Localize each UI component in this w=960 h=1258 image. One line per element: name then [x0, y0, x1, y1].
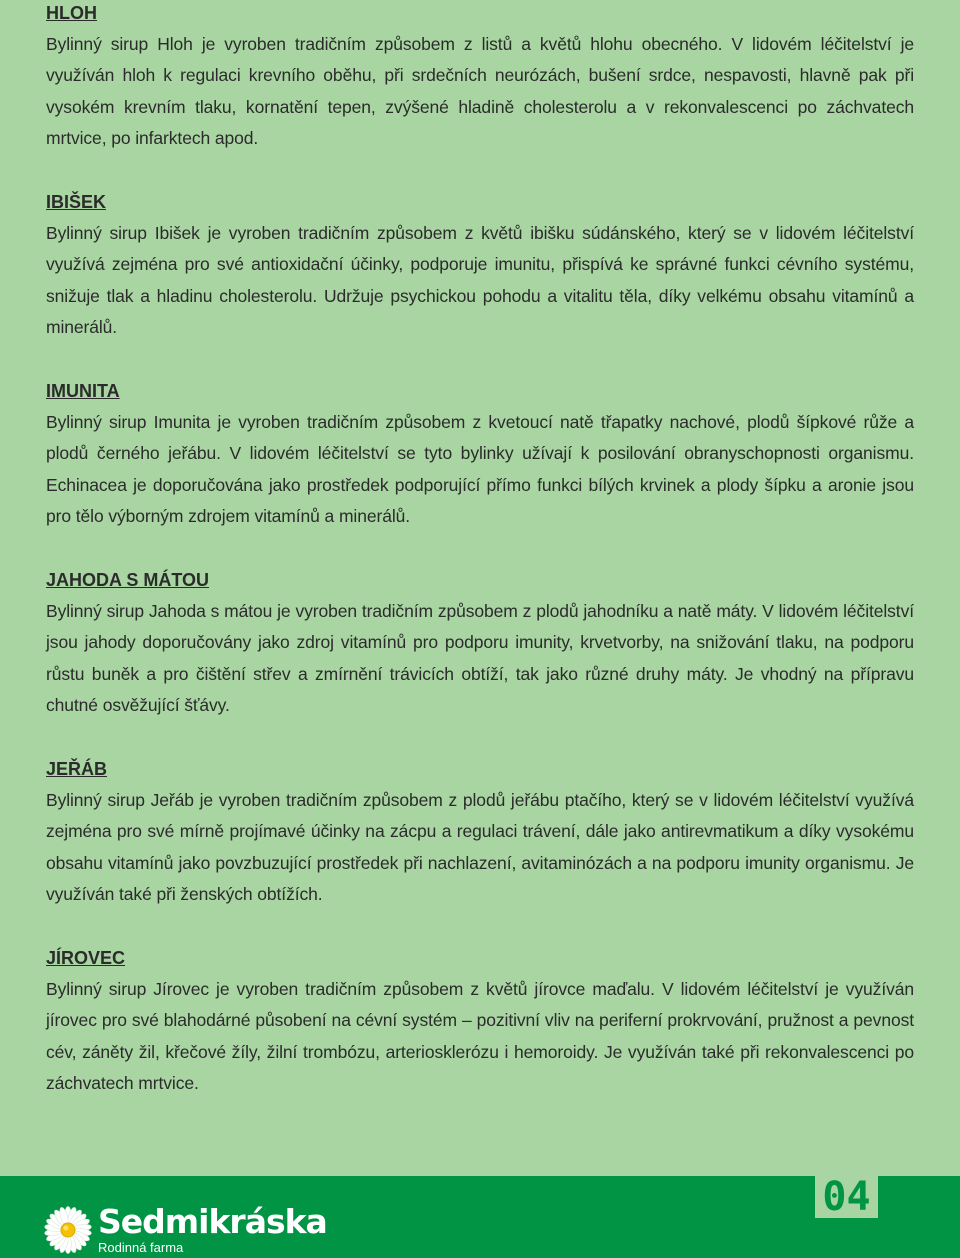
section-title: IMUNITA — [46, 381, 120, 401]
section-text: Bylinný sirup Imunita je vyroben tradičním způsobem z kvetoucí natě třapatky nachové, plodů šípkové růže a plodů černého jeřábu. V lidovém léčitelství se tyto bylinky užívají k posilování obranyschopnosti organismu. Echinacea je doporučována jako prostředek podporující přímo funkci bílých krvinek a plody šípku a aronie jsou pro tělo výborným zdrojem vitamínů a minerálů. — [46, 412, 914, 527]
section-imunita — [46, 378, 914, 533]
section-title: IBIŠEK — [46, 192, 107, 212]
page-number: 04 — [815, 1176, 878, 1218]
section-text: Bylinný sirup Hloh je vyroben tradičním způsobem z listů a květů hlohu obecného. V lidovém léčitelství je využíván hloh k regulaci krevního oběhu, při srdečních neurózách, bušení srdce, nespavosti, hlavně pak při vysokém krevním tlaku, kornatění tepen, zvýšené hladině cholesterolu a v rekonvalescenci po záchvatech mrtvice, po infarktech apod. — [46, 34, 914, 149]
section-text: Bylinný sirup Jahoda s mátou je vyroben tradičním způsobem z plodů jahodníku a natě máty. V lidovém léčitelství jsou jahody doporučovány jako zdroj vitamínů pro podporu imunity, krvetvorby, na snižování tlaku, na podporu růstu buněk a pro čištění střev a zmírnění trávicích obtíží, tak jako různé druhy máty. Je vhodný na přípravu chutné osvěžující šťávy. — [46, 601, 914, 716]
section-text: Bylinný sirup Jírovec je vyroben tradičním způsobem z květů jírovce maďalu. V lidovém léčitelství je využíván jírovec pro své blahodárné působení na cévní systém – pozitivní vliv na periferní prokrvování, pružnost a pevnost cév, záněty žil, křečové žíly, žilní trombózu, arteriosklerózu i hemoroidy. Je využíván také při rekonvalescenci po záchvatech mrtvice. — [46, 979, 914, 1094]
section-title: JÍROVEC — [46, 948, 126, 968]
section-title: JAHODA S MÁTOU — [46, 570, 210, 590]
section-jirovec — [46, 945, 914, 1100]
section-title: JEŘÁB — [46, 759, 108, 779]
section-jerab — [46, 756, 914, 911]
section-text: Bylinný sirup Ibišek je vyroben tradičním způsobem z květů ibišku súdánského, který se v lidovém léčitelství využívá zejména pro své antioxidační účinky, podporuje imunitu, přispívá ke správné funkci cévního systému, snižuje tlak a hladinu cholesterolu. Udržuje psychickou pohodu a vitalitu těla, díky velkému obsahu vitamínů a minerálů. — [46, 223, 914, 338]
section-jahoda-s-matou — [46, 567, 914, 722]
daisy-icon — [44, 1206, 92, 1254]
brand-tagline: Rodinná farma — [98, 1240, 184, 1255]
brand-logo-text: Sedmikráska — [98, 1202, 327, 1241]
section-text: Bylinný sirup Jeřáb je vyroben tradičním způsobem z plodů jeřábu ptačího, který se v lidovém léčitelství využívá zejména pro své mírně projímavé účinky na zácpu a regulaci trávení, dále jako antirevmatikum a díky vysokému obsahu vitamínů jako povzbuzující prostředek při nachlazení, avitaminózách a na podporu imunity organismu. Je využíván také při ženských obtížích. — [46, 790, 914, 905]
section-hloh — [46, 0, 914, 155]
section-ibisek — [46, 189, 914, 344]
section-title: HLOH — [46, 3, 97, 23]
